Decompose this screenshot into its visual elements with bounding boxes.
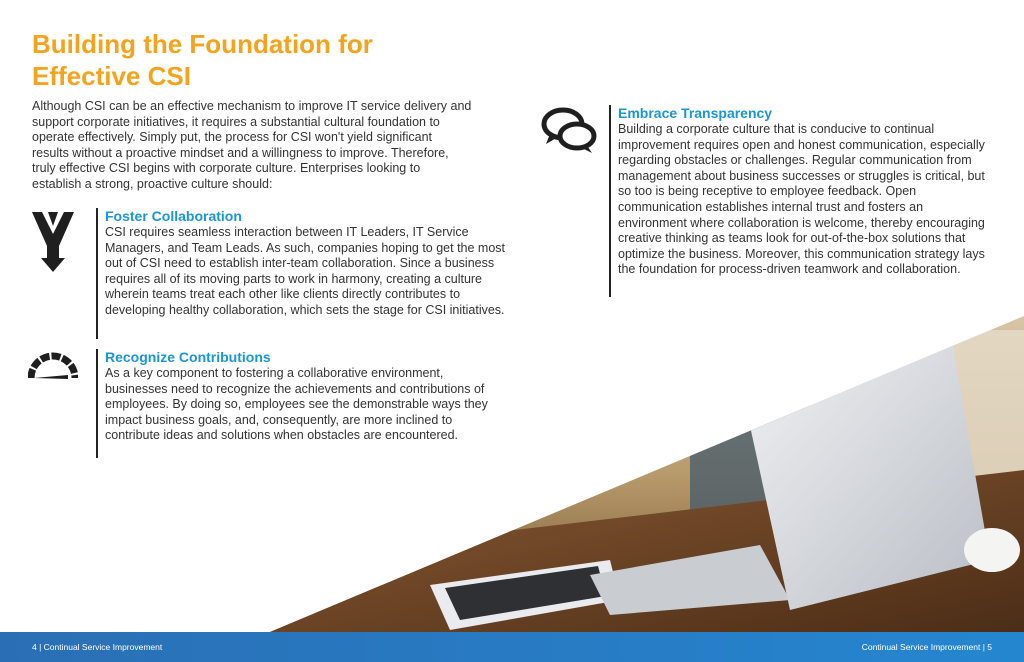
section-body: As a key component to fostering a collaborative environment, businesses need to recognize the achievements and contributions of employees. By doing so, employees see the demonstrable ways they impact business goals, and, consequently, are more inclined to contribute ideas and solutions when obstacles are encountered. <box>105 366 488 443</box>
section-divider <box>96 208 98 339</box>
title-line-2: Effective CSI <box>32 61 191 91</box>
footer-bar <box>0 632 1024 662</box>
section-body: Building a corporate culture that is conducive to continual improvement requires open and honest communication, especially regarding obstacles or challenges. Regular communication from management about business successes or struggles is critical, but so too is being receptive to employee feedback. Open communication establishes internal trust and fosters an environment where collaboration is welcome, thereby encouraging creative thinking as teams look for out-of-the-box solutions that optimize the business. Moreover, this communication strategy lays the foundation for process-driven teamwork and collaboration. <box>618 122 985 277</box>
merge-arrows-icon <box>30 210 76 274</box>
intro-paragraph: Although CSI can be an effective mechanism to improve IT service delivery and support corporate initiatives, it requires a substantial cultural foundation to operate effectively. Simply put, the process for CSI won't yield significant results without a proactive mindset and a willingness to improve. Therefore, truly effective CSI begins with corporate culture. Enterprises looking to establish a strong, proactive culture should: <box>32 99 472 191</box>
speech-bubbles-icon <box>540 106 598 156</box>
footer-left: 4 | Continual Service Improvement <box>32 642 163 652</box>
speedometer-icon <box>28 348 78 382</box>
section-heading: Foster Collaboration <box>105 208 242 224</box>
section-body: CSI requires seamless interaction between IT Leaders, IT Service Managers, and Team Leads. As such, companies hoping to get the most out of CSI need to establish inter-team collaboration. Since a business requires all of its moving parts to work in harmony, creating a culture wherein teams treat each other like clients directly contributes to developing healthy collaboration, which sets the stage for CSI initiatives. <box>105 225 506 317</box>
section-foster-collaboration <box>96 208 505 339</box>
section-heading: Embrace Transparency <box>618 105 773 121</box>
section-heading: Recognize Contributions <box>105 349 271 365</box>
section-divider <box>96 349 98 458</box>
footer-right: Continual Service Improvement | 5 <box>861 642 992 652</box>
section-divider <box>609 105 611 297</box>
section-recognize-contributions <box>96 349 505 458</box>
section-embrace-transparency <box>609 105 993 297</box>
page-title <box>32 28 373 92</box>
title-line-1: Building the Foundation for <box>32 29 373 59</box>
